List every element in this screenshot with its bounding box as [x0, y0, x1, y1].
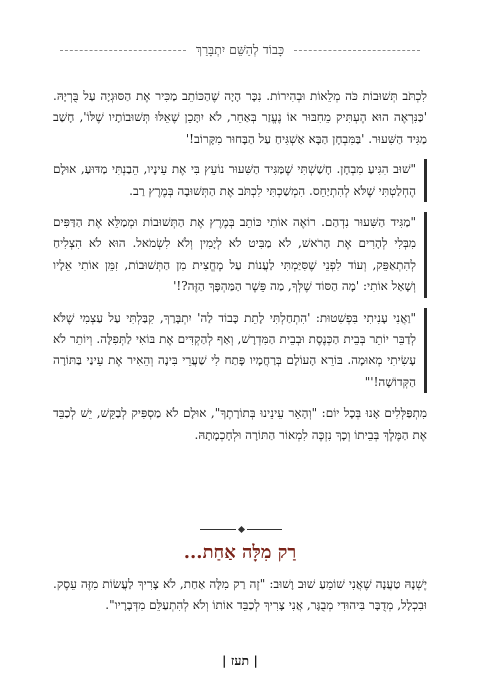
quote-block-2: [53, 212, 427, 298]
divider-line-left: [200, 529, 236, 530]
divider-line-right: [247, 529, 283, 530]
header-title: כָּבוֹד לְהַשֵּׁם יִתְבָּרַךְ: [195, 42, 285, 57]
intro-paragraph: לִכְתֹּב תְּשׁוּבוֹת כֹּה מְלֵאוֹת וּבְהִירוֹת. נִכָּר הָיָה שֶׁהַכּוֹתֵב מַכִּיר אֶת הַסּוּגְיָה עַל בֻּרְיָהּ. 'כַּנִּרְאֶה הוּא הֶעְתִּיק מֵחִבּוּר אוֹ נֶעֱזַר בְּאַחֵר, לֹא יִתָּכֵן שֶׁאֵלּוּ תְּשׁוּבוֹתָיו שֶׁלּוֹ', חָשַׁב מַגִּיד הַשִּׁעוּר. 'בַּמִּבְחָן הַבָּא אַשְׁגִּיחַ עַל הַבָּחוּר מִקָּרוֹב!': [53, 89, 427, 146]
quote-text-1: "שׁוּב הִגִּיעַ מִבְחָן. חָשַׁשְׁתִּי שֶׁמַּגִּיד הַשִּׁעוּר נוֹעֵץ בִּי אֶת עֵינָיו, הֵבַנְתִּי מַדּוּעַ, אוּלָם הֶחְלַטְתִּי שֶׁלֹּא לְהִתְיַחֵס. הִמְשַׁכְתִּי לִכְתֹּב אֶת הַתְּשׁוּבָה בְּמֶרֶץ רַב.: [53, 162, 416, 198]
main-text: [53, 86, 427, 446]
closing-paragraph: מִתְפַּלְּלִים אָנוּ בְּכָל יוֹם: "וְהָאֵר עֵינֵינוּ בְּתוֹרָתֶךָ", אוּלָם לֹא מַסְפִּיק לְבַקֵּשׁ, יֵשׁ לְכַבֵּד אֶת הַמֶּלֶךְ בְּבֵיתוֹ וְכָךְ נִזְכֶּה לִמְאוֹר הַתּוֹרָה וּלְחָכְמָתָהּ.: [53, 406, 427, 442]
quote-text-3: "וַאֲנִי עָנִיתִי בִּפְשִׁטוּת: 'הִתְחַלְתִּי לָתֵת כָּבוֹד לַה' יִתְבָּרַךְ, קִבַּלְתִּי עַל עַצְמִי שֶׁלֹּא לְדַבֵּר יוֹתֵר בְּבֵית הַכְּנֶסֶת וּבְבֵית הַמִּדְרָשׁ, וְאַף לְהַקְדִּים אֶת בּוֹאִי לַתְּפִלָּה. וְיוֹתֵר לֹא עָשִׂיתִי מְאוּמָה. בּוֹרֵא הָעוֹלָם בְּרַחֲמָיו פָּתַח לִי שַׁעֲרֵי בִּינָה וְהֵאִיר אֶת עֵינַי בַּתּוֹרָה הַקְּדוֹשָׁה!'": [53, 310, 416, 389]
section-body: [53, 574, 427, 617]
running-header: [60, 42, 420, 58]
section-paragraph: יֶשְׁנָהּ טַעֲנָה שֶׁאֲנִי שׁוֹמֵעַ שׁוּב וָשׁוּב: "זֶה רַק מִלָּה אַחַת, לֹא צָרִיךְ לַעֲשׂוֹת מִזֶּה עֵסֶק. וּבִכְלָל, מְדֻבָּר בִּיהוּדִי מְבֻגָּר, אֲנִי צָרִיךְ לְכַבֵּד אוֹתוֹ וְלֹא לְהִתְעַלֵּם מִדְּבָרָיו".: [53, 577, 427, 613]
header-rule-left: [60, 50, 186, 51]
section-divider: [200, 524, 282, 534]
quote-block-1: [53, 159, 427, 202]
page-number: | תעז |: [222, 653, 258, 668]
quote-block-3: [53, 308, 427, 394]
section-title: רַק מִלָּה אַחַת...: [183, 542, 297, 563]
header-rule-right: [294, 50, 420, 51]
divider-diamond-icon: [237, 525, 244, 532]
quote-text-2: "מַגִּיד הַשִּׁעוּר נִדְהַם. רוֹאֶה אוֹתִי כּוֹתֵב בְּמֶרֶץ אֶת הַתְּשׁוּבוֹת וּמְמַלֵּא אֶת הַדַּפִּים מִבְּלִי לְהָרִים אֶת הָרֹאשׁ, לֹא מַבִּיט לֹא לְיָמִין וְלֹא לִשְׂמֹאל. הוּא לֹא הִצְלִיחַ לְהִתְאַפֵּק, וְעוֹד לִפְנֵי שֶׁסִּיַּמְתִּי לַעֲנוֹת עַל מֶחֱצִית מִן הַתְּשׁוּבוֹת, זִמֵּן אוֹתִי אֵלָיו וְשָׁאַל אוֹתִי: 'מָה הַסּוֹד שֶׁלְּךָ, מַה פֵּשֶׁר הַמַּהְפָּךְ הַזֶּה?!': [53, 215, 416, 294]
